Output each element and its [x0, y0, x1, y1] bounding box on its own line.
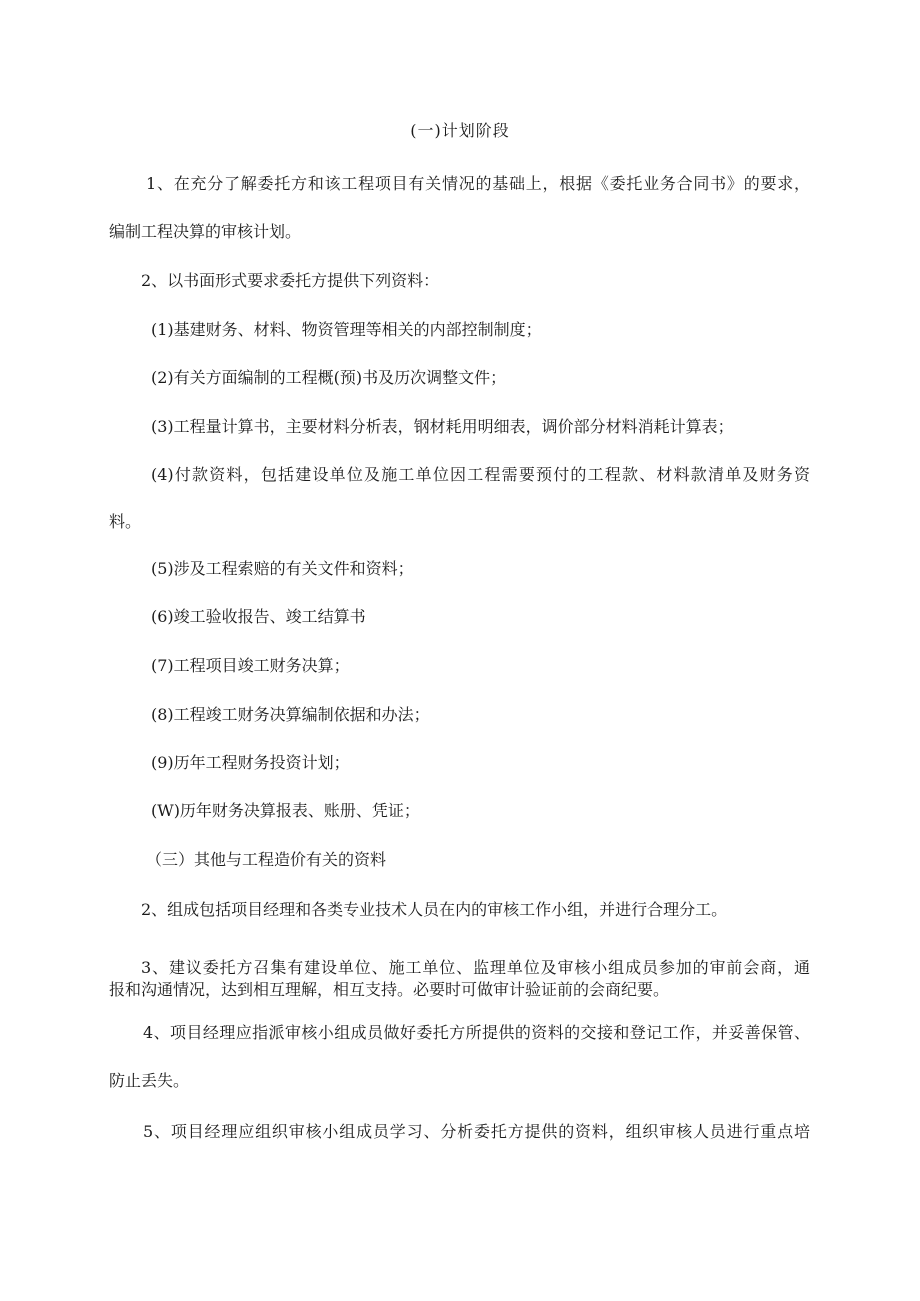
list-item: (4)付款资料，包括建设单位及施工单位因工程需要预付的工程款、材料款清单及财务资	[151, 465, 810, 484]
paragraph-5-line-2: 防止丢失。	[109, 1071, 190, 1090]
paragraph-3: 2、组成包括项目经理和各类专业技术人员在内的审核工作小组，并进行合理分工。	[141, 900, 728, 919]
paragraph-5-line-1: 4、项目经理应指派审核小组成员做好委托方所提供的资料的交接和登记工作，并妥善保管、	[143, 1023, 810, 1042]
paragraph-4-line-1: 3、建议委托方召集有建设单位、施工单位、监理单位及审核小组成员参加的审前会商，通	[141, 958, 810, 977]
list-item: (W)历年财务决算报表、账册、凭证；	[151, 801, 420, 820]
list-item-continuation: 料。	[109, 512, 142, 531]
list-item-heading: （三）其他与工程造价有关的资料	[146, 850, 387, 869]
list-item: (2)有关方面编制的工程概(预)书及历次调整文件；	[151, 368, 507, 387]
list-item: (3)工程量计算书，主要材料分析表，钢材耗用明细表，调价部分材料消耗计算表；	[151, 417, 734, 436]
list-item: (7)工程项目竣工财务决算；	[151, 656, 350, 675]
list-item: (9)历年工程财务投资计划；	[151, 753, 350, 772]
paragraph-4-line-2: 报和沟通情况，达到相互理解，相互支持。必要时可做审计验证前的会商纪要。	[109, 980, 670, 999]
paragraph-2: 2、以书面形式要求委托方提供下列资料：	[141, 271, 440, 290]
paragraph-1-line-1: 1、在充分了解委托方和该工程项目有关情况的基础上，根据《委托业务合同书》的要求，	[146, 174, 810, 193]
list-item: (8)工程竣工财务决算编制依据和办法；	[151, 705, 430, 724]
section-title: (一)计划阶段	[410, 121, 510, 140]
paragraph-1-line-2: 编制工程决算的审核计划。	[109, 222, 302, 241]
list-item: (5)涉及工程索赔的有关文件和资料；	[151, 559, 414, 578]
paragraph-6: 5、项目经理应组织审核小组成员学习、分析委托方提供的资料，组织审核人员进行重点培	[143, 1122, 810, 1141]
list-item: (1)基建财务、材料、物资管理等相关的内部控制制度；	[151, 320, 542, 339]
list-item: (6)竣工验收报告、竣工结算书	[151, 607, 366, 626]
